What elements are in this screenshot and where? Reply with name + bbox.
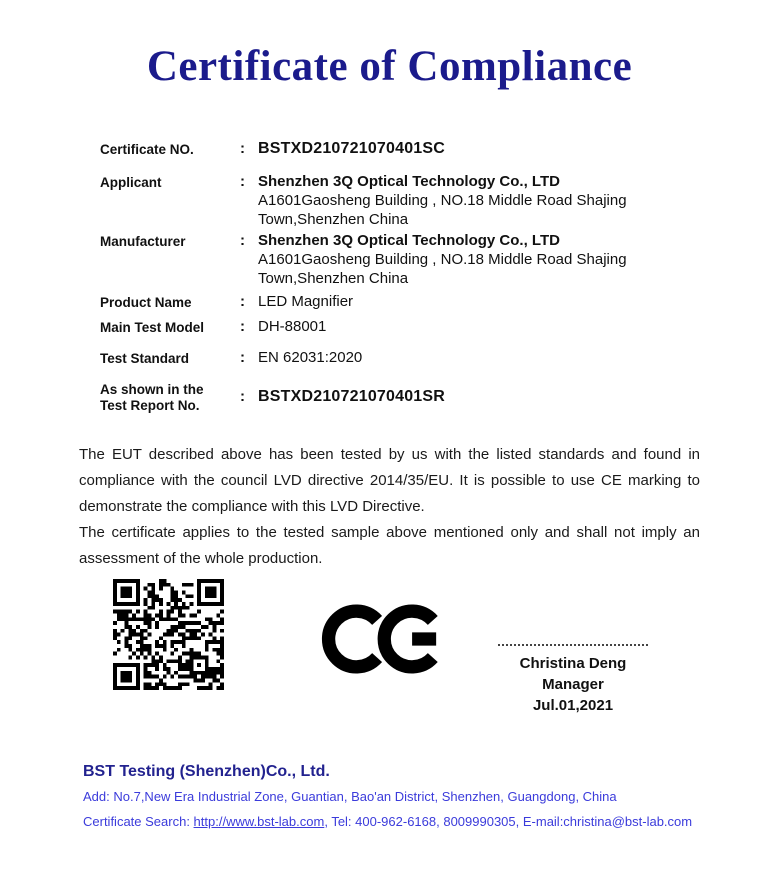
field-value-test-report: BSTXD210721070401SR — [258, 388, 446, 405]
manufacturer-address-line2: Town,Shenzhen China — [258, 270, 409, 287]
field-value-applicant — [258, 172, 627, 229]
field-label-certificate-no: Certificate NO. — [100, 142, 194, 157]
field-value-product-name: LED Magnifier — [258, 293, 354, 310]
field-label-manufacturer: Manufacturer — [100, 234, 186, 249]
footer-company-name: BST Testing (Shenzhen)Co., Ltd. — [83, 763, 330, 780]
certificate-fields — [100, 139, 701, 414]
signatory-name: Christina Deng — [519, 655, 627, 672]
applicant-address-line2: Town,Shenzhen China — [258, 211, 409, 228]
applicant-name: Shenzhen 3Q Optical Technology Co., LTD — [258, 173, 560, 190]
field-row-test-report — [100, 379, 701, 414]
certificate-statement — [79, 442, 700, 572]
field-value-test-standard: EN 62031:2020 — [258, 349, 363, 366]
footer-address: Add: No.7,New Era Industrial Zone, Guantian, Bao'an District, Shenzhen, Guangdong, China — [83, 789, 617, 804]
field-colon: : — [240, 293, 245, 310]
field-value-main-test-model: DH-88001 — [258, 318, 327, 335]
field-colon: : — [240, 388, 245, 405]
signature-block — [488, 644, 658, 716]
statement-paragraph-2: The certificate applies to the tested sample above mentioned only and shall not imply an assessment of the whole production. — [79, 524, 700, 567]
footer-contact-details: , Tel: 400-962-6168, 8009990305, E-mail:christina@bst-lab.com — [324, 814, 693, 829]
field-row-product-name — [100, 292, 701, 311]
footer-contact-line — [83, 814, 723, 829]
field-value-certificate-no: BSTXD210721070401SC — [258, 140, 446, 157]
test-report-label-line1: As shown in the — [100, 382, 204, 397]
field-row-manufacturer — [100, 231, 701, 288]
field-row-certificate-no — [100, 139, 701, 158]
field-label-test-standard: Test Standard — [100, 351, 190, 366]
field-row-applicant — [100, 172, 701, 229]
certificate-search-label: Certificate Search: — [83, 814, 194, 829]
signature-line — [498, 644, 648, 646]
field-label-applicant: Applicant — [100, 175, 162, 190]
signature-date: Jul.01,2021 — [532, 697, 614, 714]
ce-mark-icon — [321, 601, 445, 677]
signatory-title: Manager — [542, 676, 604, 693]
field-row-test-standard — [100, 348, 701, 367]
field-label-main-test-model: Main Test Model — [100, 320, 205, 335]
manufacturer-name: Shenzhen 3Q Optical Technology Co., LTD — [258, 232, 560, 249]
field-colon: : — [240, 318, 245, 335]
field-label-product-name: Product Name — [100, 295, 192, 310]
statement-paragraph-1: The EUT described above has been tested by us with the listed standards and found in compliance with the council LVD directive 2014/35/EU. It is possible to use CE marking to demonstrate the compliance with this LVD Directive. — [79, 446, 700, 515]
field-label-test-report — [100, 379, 240, 414]
applicant-address-line1: A1601Gaosheng Building , NO.18 Middle Road Shajing — [258, 192, 627, 209]
footer — [83, 763, 723, 839]
field-colon: : — [240, 173, 245, 190]
field-colon: : — [240, 232, 245, 249]
field-colon: : — [240, 140, 245, 157]
certificate-search-url: http://www.bst-lab.com — [193, 814, 325, 829]
field-row-main-test-model — [100, 317, 701, 336]
certificate-title: Certificate of Compliance — [146, 43, 633, 90]
test-report-label-line2: Test Report No. — [100, 398, 200, 413]
qr-code-icon — [113, 579, 224, 690]
manufacturer-address-line1: A1601Gaosheng Building , NO.18 Middle Road Shajing — [258, 251, 627, 268]
field-value-manufacturer — [258, 231, 627, 288]
field-colon: : — [240, 349, 245, 366]
